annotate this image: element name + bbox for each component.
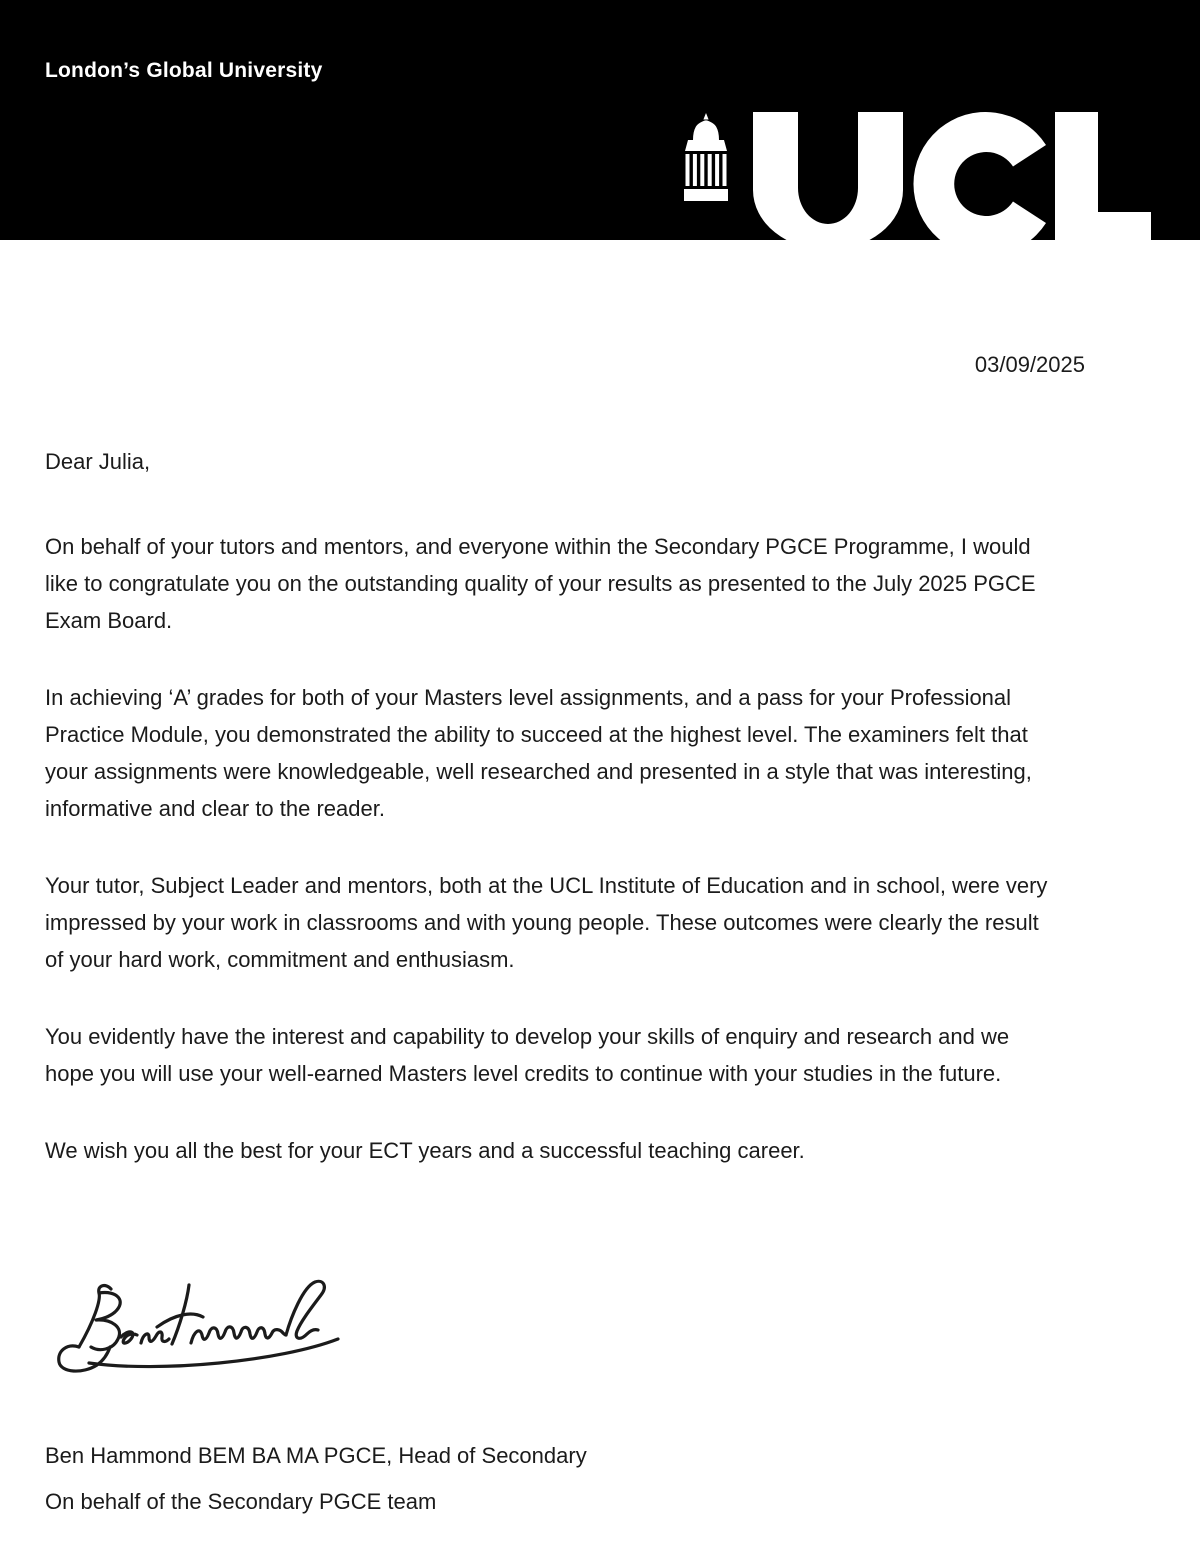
paragraph-4 (45, 1018, 1155, 1092)
handwritten-signature (51, 1273, 361, 1383)
paragraph-line: of your hard work, commitment and enthusiasm. (45, 947, 515, 972)
paragraph-line: You evidently have the interest and capability to develop your skills of enquiry and research and we (45, 1024, 1010, 1049)
paragraph-line: impressed by your work in classrooms and with young people. These outcomes were clearly the result (45, 910, 1039, 935)
signature-block (51, 1273, 1155, 1383)
letter-date: 03/09/2025 (974, 352, 1085, 377)
signoff-name-title: Ben Hammond BEM BA MA PGCE, Head of Secondary (45, 1443, 587, 1468)
ucl-logo (753, 112, 1153, 240)
letterhead-banner (0, 0, 1200, 240)
signoff-block (45, 1443, 1155, 1515)
paragraph-line: your assignments were knowledgeable, well researched and presented in a style that was interesting, (45, 759, 1032, 784)
paragraph-line: We wish you all the best for your ECT years and a successful teaching career. (45, 1138, 805, 1163)
paragraph-line: hope you will use your well-earned Masters level credits to continue with your studies in the future. (45, 1061, 1002, 1086)
paragraph-1 (45, 528, 1155, 639)
signoff-team: On behalf of the Secondary PGCE team (45, 1489, 437, 1514)
paragraph-2 (45, 679, 1155, 827)
paragraph-3 (45, 867, 1155, 978)
paragraph-line: informative and clear to the reader. (45, 796, 385, 821)
paragraph-line: On behalf of your tutors and mentors, and everyone within the Secondary PGCE Programme, I would (45, 534, 1031, 559)
paragraph-line: In achieving ‘A’ grades for both of your Masters level assignments, and a pass for your Professional (45, 685, 1012, 710)
paragraph-line: like to congratulate you on the outstanding quality of your results as presented to the July 2025 PGCE (45, 571, 1036, 596)
paragraph-line: Exam Board. (45, 608, 173, 633)
university-tagline: London’s Global University (45, 59, 323, 82)
paragraph-5 (45, 1132, 1155, 1169)
ucl-portico-icon (681, 113, 731, 201)
paragraph-line: Your tutor, Subject Leader and mentors, both at the UCL Institute of Education and in school, were very (45, 873, 1048, 898)
letter-body (0, 346, 1200, 1515)
salutation: Dear Julia, (45, 449, 151, 474)
paragraph-line: Practice Module, you demonstrated the ability to succeed at the highest level. The examiners felt that (45, 722, 1028, 747)
